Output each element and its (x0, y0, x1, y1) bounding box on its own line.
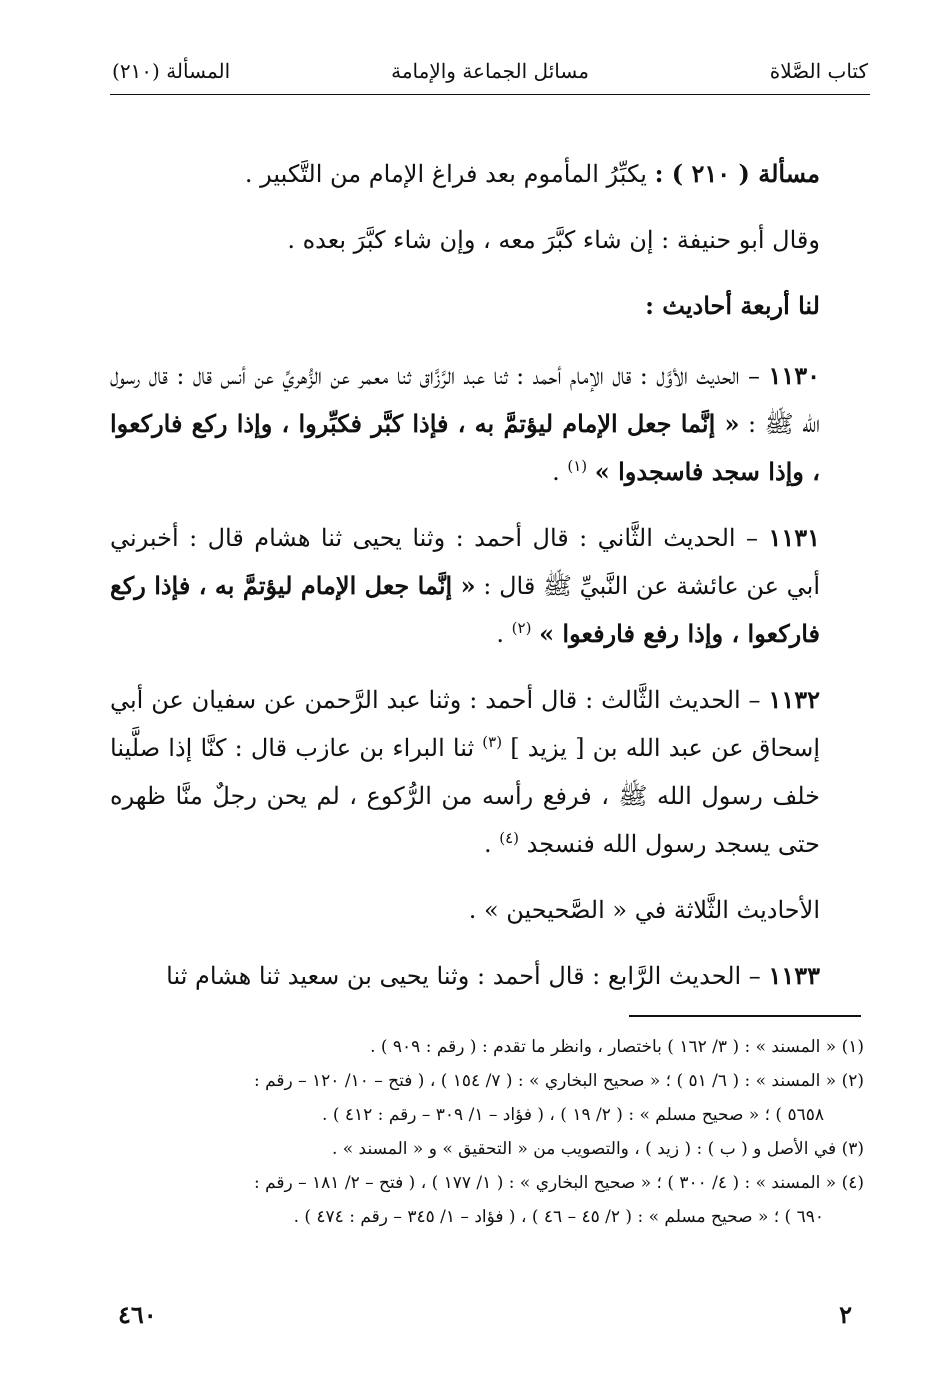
hadith-isnad: – الحديث الثَّالث : قال أحمد : وثنا عبد الرَّحمن عن سفيان عن أبي إسحاق عن عبد الله بن [ يزيد ] (110, 686, 820, 762)
issue-statement (110, 150, 864, 198)
hadith-number: ١١٣١ (768, 523, 820, 552)
footnotes (112, 1030, 864, 1234)
hadith-isnad: – الحديث الأوَّل : قال الإمام أحمد : ثنا عبد الرَّزَّاق ثنا معمر عن الزُّهريِّ عن أنس قال : قال رسول الله ﷺ : (110, 362, 820, 438)
hadith-number: ١١٣٠ (768, 361, 820, 390)
page-footer (118, 1300, 852, 1340)
footnote-3: (٣) في الأصل و ( ب ) : ( زيد ) ، والتصويب من « التحقيق » و « المسند » . (331, 1139, 864, 1159)
hadith-isnad: – الحديث الرَّابع : قال أحمد : وثنا يحيى بن سعيد ثنا هشام ثنا (166, 962, 769, 990)
footnote-rule (629, 1015, 861, 1017)
footnote-ref[interactable]: (١) (567, 457, 588, 475)
volume-number: ٢ (839, 1300, 852, 1329)
footnote-4-cont: ٦٩٠ ) ؛ « صحيح مسلم » : ( ٢/ ٤٥ – ٤٦ ) ، ( فؤاد – ١/ ٣٤٥ – رقم : ٤٧٤ ) . (293, 1207, 824, 1227)
hadith-matn: ثنا البراء بن عازب قال : كنَّا إذا صلَّينا خلف رسول الله ﷺ ، فرفع رأسه من الرُّكوع ، لم يحن رجلٌ منَّا ظهره حتى يسجد رسول الله فنسجد (110, 734, 820, 858)
hadith-1130 (110, 352, 864, 496)
issue-label-inline: مسألة ( ٢١٠ ) : (654, 159, 820, 188)
page-number: ٤٦٠ (118, 1300, 157, 1329)
issue-label: المسألة (٢١٠) (112, 59, 231, 83)
footnote-2-cont: ٥٦٥٨ ) ؛ « صحيح مسلم » : ( ٢/ ١٩ ) ، ( فؤاد – ١/ ٣٠٩ – رقم : ٤١٢ ) . (322, 1105, 824, 1125)
footnote-1: (١) « المسند » : ( ٣/ ١٦٢ ) باختصار ، وانظر ما تقدم : ( رقم : ٩٠٩ ) . (370, 1037, 864, 1057)
hadith-1133 (110, 952, 864, 1000)
chapter-title: مسائل الجماعة والإمامة (391, 59, 589, 83)
hadith-end: . (496, 620, 512, 648)
footnote-ref[interactable]: (٤) (499, 829, 520, 847)
hadith-1132 (110, 676, 864, 868)
hadith-end: . (552, 458, 568, 486)
book-title: كتاب الصَّلاة (769, 59, 868, 83)
footnote-ref[interactable]: (٢) (511, 619, 532, 637)
hanafi-opinion: وقال أبو حنيفة : إن شاء كبَّرَ معه ، وإن شاء كبَّرَ بعده . (287, 226, 820, 254)
sahihain-note: الأحاديث الثَّلاثة في « الصَّحيحين » . (468, 896, 820, 924)
evidence-intro: لنا أربعة أحاديث : (645, 291, 820, 320)
hadith-number: ١١٣٢ (768, 685, 820, 714)
hadith-isnad: – الحديث الثَّاني : قال أحمد : وثنا يحيى ثنا هشام قال : أخبرني أبي عن عائشة عن النَّبيِّ ﷺ قال : (110, 524, 820, 600)
main-text (110, 150, 864, 1000)
running-header (112, 58, 868, 92)
footnote-4: (٤) « المسند » : ( ٤/ ٣٠٠ ) ؛ « صحيح البخاري » : ( ١/ ١٧٧ ) ، ( فتح – ٢/ ١٨١ – رقم : (253, 1173, 864, 1193)
hadith-number: ١١٣٣ (768, 961, 820, 990)
hadith-end: . (483, 830, 500, 858)
hadith-matn: « إنَّما جعل الإمام ليؤتمَّ به ، فإذا كبَّر فكبِّروا ، وإذا ركع فاركعوا ، وإذا سجد فاسجدوا » (110, 409, 820, 486)
header-rule (110, 94, 870, 95)
hadith-1131 (110, 514, 864, 658)
issue-text: يكبِّرُ المأموم بعد فراغ الإمام من التَّكبير . (244, 160, 647, 188)
footnote-ref[interactable]: (٣) (482, 733, 503, 751)
hadith-matn: « إنَّما جعل الإمام ليؤتمَّ به ، فإذا ركع فاركعوا ، وإذا رفع فارفعوا » (110, 571, 820, 648)
footnote-2: (٢) « المسند » : ( ٦/ ٥١ ) ؛ « صحيح البخاري » : ( ٧/ ١٥٤ ) ، ( فتح – ١٠/ ١٢٠ – رقم : (253, 1071, 864, 1091)
